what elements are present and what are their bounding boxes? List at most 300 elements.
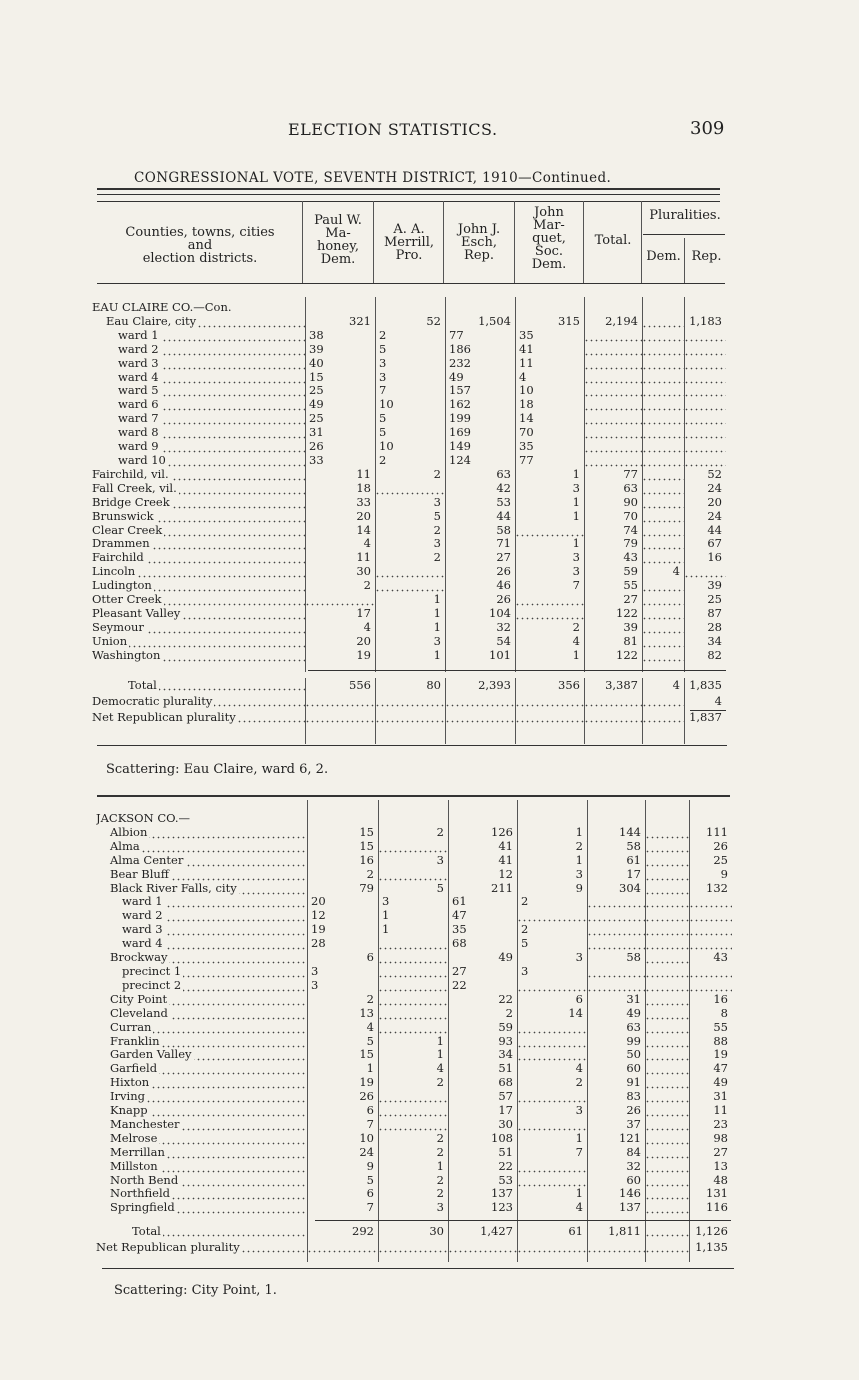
cell-marquet: 1 xyxy=(575,1187,583,1201)
cell-esch: 53 xyxy=(496,495,511,509)
cell-marquet: 3 xyxy=(521,964,529,978)
eau-claire-totals xyxy=(92,678,726,726)
cell-marquet: 10 xyxy=(519,384,534,398)
cell-esch: 34 xyxy=(498,1048,513,1062)
cell-dem-plurality xyxy=(645,1118,689,1132)
cell-esch xyxy=(448,1240,517,1256)
cell-mahoney: 6 xyxy=(366,1104,374,1118)
total-rule xyxy=(308,670,726,671)
cell-esch: 211 xyxy=(491,881,513,895)
cell-mahoney: 292 xyxy=(352,1224,374,1239)
row-label-text: Albion xyxy=(96,826,149,839)
cell-total: 84 xyxy=(626,1145,641,1159)
cell-mahoney xyxy=(307,1240,378,1256)
table-row xyxy=(92,315,726,329)
cell-dem-plurality xyxy=(642,621,684,635)
cell-merrill: 3 xyxy=(382,895,390,909)
row-label-text: Northfield xyxy=(96,1187,172,1200)
cell-total: 144 xyxy=(619,825,641,839)
cell-dem-plurality xyxy=(642,301,684,315)
cell-mahoney: 16 xyxy=(359,853,374,867)
cell-rep-plurality: 28 xyxy=(707,620,722,634)
row-label xyxy=(92,454,305,468)
header-rep: Rep. xyxy=(691,249,722,264)
cell-mahoney: 20 xyxy=(311,895,326,909)
cell-marquet: 4 xyxy=(519,370,527,384)
cell-dem-plurality xyxy=(645,1007,689,1021)
cell-esch: 27 xyxy=(452,964,467,978)
cell-marquet: 3 xyxy=(575,867,583,881)
row-label-text: Alma xyxy=(96,840,142,853)
cell-merrill xyxy=(378,951,448,965)
cell-marquet: 4 xyxy=(572,634,580,648)
row-label-text: ward 3 xyxy=(96,923,165,936)
cell-mahoney: 12 xyxy=(311,909,326,923)
cell-merrill: 2 xyxy=(379,328,387,342)
row-label xyxy=(96,1076,307,1090)
table-row xyxy=(96,1187,732,1201)
row-label xyxy=(92,371,305,385)
cell-marquet: 14 xyxy=(568,1006,583,1020)
table-row xyxy=(92,524,726,538)
cell-mahoney: 26 xyxy=(359,1090,374,1104)
table-row xyxy=(96,993,732,1007)
cell-total xyxy=(584,301,642,315)
cell-total xyxy=(584,440,642,454)
cell-esch: 42 xyxy=(496,481,511,495)
cell-total: 122 xyxy=(616,606,638,620)
cell-esch: 1,504 xyxy=(478,314,511,328)
row-label xyxy=(96,1021,307,1035)
cell-marquet xyxy=(517,909,587,923)
row-label xyxy=(96,951,307,965)
cell-rep-plurality: 82 xyxy=(707,648,722,662)
row-label-text: Black River Falls, city xyxy=(96,882,239,895)
cell-marquet xyxy=(517,1090,587,1104)
cell-merrill: 1 xyxy=(382,909,390,923)
cell-dem-plurality xyxy=(645,951,689,965)
row-label-text: Clear Creek xyxy=(92,523,163,537)
row-label xyxy=(92,468,305,482)
cell-dem-plurality xyxy=(645,1090,689,1104)
row-label xyxy=(92,398,305,412)
cell-marquet xyxy=(517,1174,587,1188)
cell-dem-plurality xyxy=(645,1132,689,1146)
pluralities-rule xyxy=(643,234,725,235)
cell-dem-plurality xyxy=(642,524,684,538)
row-label-text: JACKSON CO.— xyxy=(96,812,191,825)
cell-total: 79 xyxy=(623,537,638,551)
cell-merrill: 3 xyxy=(379,356,387,370)
cell-marquet: 4 xyxy=(575,1062,583,1076)
table-row xyxy=(96,965,732,979)
table-row xyxy=(96,909,732,923)
cell-total: 27 xyxy=(623,593,638,607)
cell-mahoney: 321 xyxy=(349,314,371,328)
scattering-note-jackson: Scattering: City Point, 1. xyxy=(114,1283,277,1298)
cell-mahoney: 33 xyxy=(356,495,371,509)
cell-mahoney: 14 xyxy=(356,523,371,537)
row-label-text: Franklin xyxy=(96,1035,161,1048)
cell-total xyxy=(584,371,642,385)
cell-total xyxy=(584,329,642,343)
cell-esch: 17 xyxy=(498,1104,513,1118)
section-end-rule xyxy=(97,745,727,746)
row-label-text: Drammen xyxy=(92,537,150,551)
header-rule-bottom xyxy=(97,283,725,284)
row-label-text: ward 3 xyxy=(92,357,161,370)
cell-total: 60 xyxy=(626,1173,641,1187)
row-label-text: Fairchild xyxy=(92,551,144,565)
cell-merrill xyxy=(378,1118,448,1132)
cell-total xyxy=(584,412,642,426)
row-label xyxy=(96,1201,307,1215)
cell-marquet: 11 xyxy=(519,356,534,370)
cell-esch: 46 xyxy=(496,579,511,593)
cell-total: 58 xyxy=(626,951,641,965)
cell-marquet xyxy=(515,524,584,538)
cell-total xyxy=(587,812,645,826)
table-row xyxy=(92,412,726,426)
table-row xyxy=(92,510,726,524)
cell-dem-plurality xyxy=(642,551,684,565)
table-row xyxy=(96,1076,732,1090)
table-row xyxy=(96,868,732,882)
cell-dem-plurality xyxy=(645,882,689,896)
cell-marquet: 1 xyxy=(572,467,580,481)
cell-rep-plurality xyxy=(684,426,726,440)
cell-total: 61 xyxy=(626,853,641,867)
row-label xyxy=(92,537,305,551)
cell-merrill: 3 xyxy=(436,853,444,867)
cell-mahoney: 40 xyxy=(309,356,324,370)
cell-rep-plurality xyxy=(689,895,732,909)
cell-rep-plurality xyxy=(689,937,732,951)
cell-marquet xyxy=(517,1048,587,1062)
cell-marquet xyxy=(517,1160,587,1174)
cell-mahoney: 11 xyxy=(356,551,371,565)
cell-rep-plurality xyxy=(689,923,732,937)
row-label-text: Millston xyxy=(96,1160,160,1173)
cell-marquet: 6 xyxy=(575,992,583,1006)
cell-esch xyxy=(445,301,515,315)
row-label-text: Otter Creek xyxy=(92,593,162,607)
header-dem: Dem. xyxy=(646,249,681,264)
cell-marquet: 70 xyxy=(519,426,534,440)
cell-mahoney: 17 xyxy=(356,606,371,620)
table-row xyxy=(92,621,726,635)
body-col-line xyxy=(642,678,643,744)
table-row xyxy=(92,440,726,454)
cell-mahoney: 556 xyxy=(349,678,371,693)
cell-total: 304 xyxy=(619,881,641,895)
table-row xyxy=(92,537,726,551)
row-label-text: Pleasant Valley xyxy=(92,606,181,620)
cell-esch: 49 xyxy=(449,370,464,384)
cell-rep-plurality xyxy=(689,909,732,923)
cell-esch: 53 xyxy=(498,1173,513,1187)
cell-merrill: 3 xyxy=(433,537,441,551)
cell-dem-plurality xyxy=(645,1035,689,1049)
row-label-text: Seymour xyxy=(92,620,144,634)
cell-merrill: 5 xyxy=(379,342,387,356)
cell-merrill xyxy=(375,694,445,710)
cell-rep-plurality xyxy=(684,565,726,579)
cell-merrill: 10 xyxy=(379,440,394,454)
cell-merrill xyxy=(378,1090,448,1104)
cell-merrill: 1 xyxy=(436,1159,444,1173)
cell-merrill: 3 xyxy=(379,370,387,384)
row-label-text: Ludington xyxy=(92,579,152,593)
cell-merrill xyxy=(378,993,448,1007)
cell-mahoney: 79 xyxy=(359,881,374,895)
cell-esch: 26 xyxy=(496,565,511,579)
hdr-col-line xyxy=(583,201,584,283)
cell-marquet: 4 xyxy=(575,1201,583,1215)
cell-rep-plurality xyxy=(684,329,726,343)
table-row xyxy=(92,579,726,593)
row-label xyxy=(92,710,305,726)
cell-esch: 2 xyxy=(505,1006,513,1020)
cell-merrill xyxy=(378,1240,448,1256)
cell-rep-plurality: 27 xyxy=(713,1145,728,1159)
cell-dem-plurality xyxy=(642,468,684,482)
cell-rep-plurality: 1,135 xyxy=(695,1240,728,1255)
row-label-text: Total xyxy=(92,678,159,692)
cell-rep-plurality: 88 xyxy=(713,1034,728,1048)
row-label xyxy=(92,384,305,398)
cell-marquet: 1 xyxy=(572,537,580,551)
total-row xyxy=(92,710,726,726)
cell-esch: 162 xyxy=(449,398,471,412)
row-label xyxy=(96,1187,307,1201)
cell-esch: 35 xyxy=(452,923,467,937)
cell-mahoney: 20 xyxy=(356,509,371,523)
cell-dem-plurality xyxy=(642,371,684,385)
cell-rep-plurality xyxy=(684,384,726,398)
row-label xyxy=(96,979,307,993)
table-row xyxy=(96,1090,732,1104)
cell-total xyxy=(584,357,642,371)
body-col-line xyxy=(445,678,446,744)
row-label xyxy=(96,826,307,840)
row-label xyxy=(96,1048,307,1062)
cell-rep-plurality: 4 xyxy=(714,694,722,709)
cell-mahoney: 10 xyxy=(359,1131,374,1145)
cell-total: 55 xyxy=(623,579,638,593)
cell-total: 59 xyxy=(623,565,638,579)
row-label xyxy=(96,937,307,951)
row-label-text: ward 9 xyxy=(92,440,161,453)
row-label-text: ward 1 xyxy=(96,895,165,908)
body-col-line xyxy=(515,678,516,744)
cell-dem-plurality xyxy=(645,1174,689,1188)
row-label xyxy=(92,607,305,621)
total-row xyxy=(92,678,726,694)
cell-rep-plurality: 20 xyxy=(707,495,722,509)
cell-merrill: 10 xyxy=(379,398,394,412)
row-label-text: Garden Valley xyxy=(96,1048,194,1061)
hdr-col-line xyxy=(302,201,303,283)
cell-esch: 49 xyxy=(498,951,513,965)
cell-mahoney: 28 xyxy=(311,937,326,951)
cell-total xyxy=(587,909,645,923)
cell-dem-plurality xyxy=(645,923,689,937)
cell-dem-plurality xyxy=(642,593,684,607)
cell-esch: 77 xyxy=(449,328,464,342)
row-label xyxy=(92,440,305,454)
row-label xyxy=(96,993,307,1007)
cell-rep-plurality xyxy=(684,454,726,468)
row-label-text: Total xyxy=(96,1224,163,1238)
row-label-text: ward 8 xyxy=(92,426,161,439)
cell-merrill: 1 xyxy=(433,620,441,634)
cell-mahoney: 4 xyxy=(363,537,371,551)
cell-rep-plurality: 25 xyxy=(707,593,722,607)
cell-marquet xyxy=(517,812,587,826)
row-label-text: Bear Bluff xyxy=(96,868,171,881)
cell-total: 90 xyxy=(623,495,638,509)
row-label xyxy=(96,1224,307,1240)
cell-merrill: 52 xyxy=(426,314,441,328)
row-label xyxy=(96,1035,307,1049)
cell-merrill xyxy=(375,565,445,579)
cell-merrill: 1 xyxy=(433,648,441,662)
cell-rep-plurality: 131 xyxy=(706,1187,728,1201)
cell-dem-plurality xyxy=(642,412,684,426)
cell-rep-plurality: 31 xyxy=(713,1090,728,1104)
cell-rep-plurality: 24 xyxy=(707,481,722,495)
row-label-text: Cleveland xyxy=(96,1007,170,1020)
cell-marquet: 9 xyxy=(575,881,583,895)
cell-marquet: 356 xyxy=(558,678,580,693)
header-total: Total. xyxy=(594,233,632,248)
row-label-text: precinct 2 xyxy=(96,979,183,992)
cell-merrill xyxy=(378,979,448,993)
cell-esch: 27 xyxy=(496,551,511,565)
cell-merrill xyxy=(378,1021,448,1035)
cell-esch: 149 xyxy=(449,440,471,454)
table-row xyxy=(92,565,726,579)
cell-rep-plurality: 24 xyxy=(707,509,722,523)
cell-rep-plurality xyxy=(689,812,732,826)
cell-marquet: 61 xyxy=(568,1224,583,1239)
cell-rep-plurality: 13 xyxy=(713,1159,728,1173)
cell-marquet: 1 xyxy=(572,648,580,662)
cell-esch xyxy=(445,694,515,710)
cell-marquet: 2 xyxy=(575,1076,583,1090)
scattering-note-eau-claire: Scattering: Eau Claire, ward 6, 2. xyxy=(106,762,329,777)
body-col-line xyxy=(584,678,585,744)
cell-marquet: 3 xyxy=(575,1104,583,1118)
table-row xyxy=(92,468,726,482)
running-head: ELECTION STATISTICS. xyxy=(288,120,498,139)
cell-esch: 32 xyxy=(496,620,511,634)
cell-total: 146 xyxy=(619,1187,641,1201)
cell-merrill: 2 xyxy=(433,523,441,537)
cell-marquet: 3 xyxy=(575,951,583,965)
cell-merrill: 2 xyxy=(436,1131,444,1145)
cell-total xyxy=(584,384,642,398)
table-row xyxy=(96,951,732,965)
cell-dem-plurality xyxy=(642,510,684,524)
cell-esch: 68 xyxy=(498,1076,513,1090)
hdr-col-line xyxy=(641,201,642,283)
cell-esch: 124 xyxy=(449,453,471,467)
cell-merrill: 1 xyxy=(433,593,441,607)
table-row xyxy=(92,635,726,649)
cell-dem-plurality xyxy=(642,329,684,343)
cell-dem-plurality xyxy=(645,1062,689,1076)
cell-total: 99 xyxy=(626,1034,641,1048)
cell-rep-plurality xyxy=(684,371,726,385)
row-label xyxy=(96,1146,307,1160)
cell-mahoney: 25 xyxy=(309,412,324,426)
jackson-totals xyxy=(96,1224,732,1256)
cell-dem-plurality: 4 xyxy=(672,565,680,579)
cell-marquet: 35 xyxy=(519,440,534,454)
cell-dem-plurality xyxy=(645,993,689,1007)
cell-dem-plurality xyxy=(645,1240,689,1256)
cell-dem-plurality xyxy=(645,826,689,840)
row-label-text: Curran xyxy=(96,1021,153,1034)
header-rule-second xyxy=(97,194,720,195)
row-label-text: ward 10 xyxy=(92,454,168,467)
cell-rep-plurality: 111 xyxy=(706,825,728,839)
header-pluralities: Pluralities. xyxy=(649,208,721,223)
cell-marquet: 3 xyxy=(572,565,580,579)
cell-dem-plurality xyxy=(642,482,684,496)
row-label-text: Manchester xyxy=(96,1118,182,1131)
cell-mahoney: 33 xyxy=(309,453,324,467)
header-mahoney: Paul W. Ma- honey, Dem. xyxy=(314,213,362,267)
row-label-text: ward 7 xyxy=(92,412,161,425)
cell-mahoney: 9 xyxy=(366,1159,374,1173)
cell-mahoney: 4 xyxy=(363,620,371,634)
row-label xyxy=(92,301,305,315)
cell-mahoney: 19 xyxy=(356,648,371,662)
cell-mahoney: 15 xyxy=(359,1048,374,1062)
cell-mahoney: 6 xyxy=(366,1187,374,1201)
cell-esch: 22 xyxy=(498,992,513,1006)
row-label xyxy=(92,343,305,357)
row-label xyxy=(96,854,307,868)
cell-marquet xyxy=(515,710,584,726)
cell-rep-plurality: 23 xyxy=(713,1117,728,1131)
row-label xyxy=(92,357,305,371)
row-label xyxy=(96,1007,307,1021)
cell-total: 91 xyxy=(626,1076,641,1090)
cell-merrill: 2 xyxy=(379,453,387,467)
cell-mahoney: 30 xyxy=(356,565,371,579)
cell-total xyxy=(584,454,642,468)
table-row xyxy=(96,854,732,868)
cell-mahoney: 1 xyxy=(366,1062,374,1076)
cell-total: 49 xyxy=(626,1006,641,1020)
cell-esch: 2,393 xyxy=(478,678,511,693)
cell-marquet: 1 xyxy=(572,495,580,509)
table-row xyxy=(92,496,726,510)
cell-esch xyxy=(448,812,517,826)
cell-dem-plurality xyxy=(645,1048,689,1062)
cell-esch: 137 xyxy=(491,1187,513,1201)
cell-esch: 22 xyxy=(498,1159,513,1173)
cell-dem-plurality xyxy=(645,979,689,993)
cell-dem-plurality xyxy=(642,384,684,398)
cell-dem-plurality xyxy=(645,1224,689,1240)
cell-rep-plurality: 1,126 xyxy=(695,1224,728,1239)
cell-rep-plurality xyxy=(684,440,726,454)
